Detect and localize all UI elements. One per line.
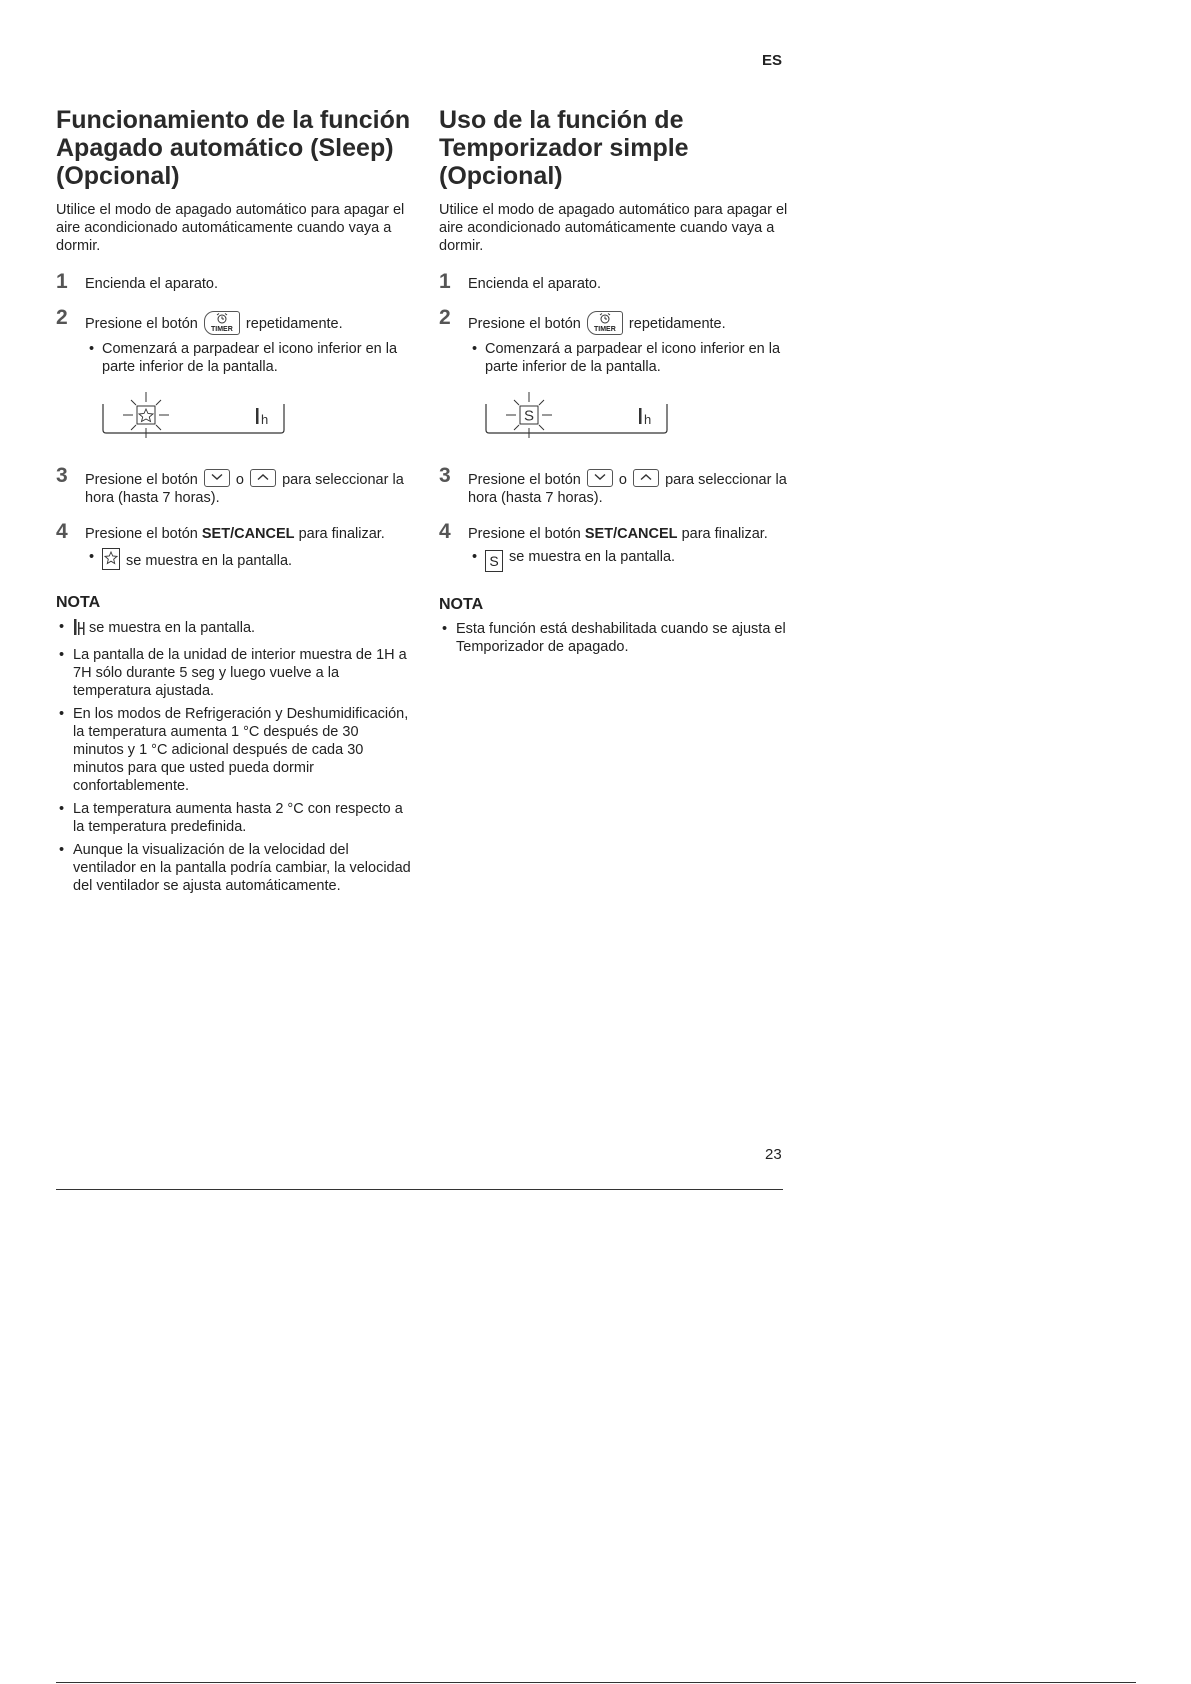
note-item: • se muestra en la pantalla. xyxy=(56,618,411,641)
page-divider xyxy=(56,1189,783,1190)
step-text-bold: SET/CANCEL xyxy=(584,526,678,542)
step-bullet: • Comenzará a parpadear el icono inferior en la parte inferior de la pantalla. xyxy=(85,340,411,376)
nota-title: NOTA xyxy=(56,594,101,611)
sleep-section xyxy=(56,106,411,900)
svg-text:S: S xyxy=(523,407,535,425)
step-text-pre: Presione el botón xyxy=(85,472,198,488)
svg-text:h: h xyxy=(261,412,269,427)
step-text-bold: SET/CANCEL xyxy=(201,526,295,542)
step-number: 1 xyxy=(439,270,451,293)
bottom-divider xyxy=(56,1682,1136,1683)
lcd-display-figure xyxy=(85,390,295,442)
nota-title: NOTA xyxy=(439,596,484,613)
step-4 xyxy=(439,520,794,572)
page-number: 23 xyxy=(765,1146,782,1163)
step-text: Encienda el aparato. xyxy=(468,276,602,292)
step-bullet: • se muestra en la pantalla. xyxy=(85,548,411,570)
note-item: • Esta función está deshabilitada cuando se ajusta el Temporizador de apagado. xyxy=(439,620,794,656)
note-item: • En los modos de Refrigeración y Deshumidificación, la temperatura aumenta 1 °C después de 30 minutos y 1 °C adicional después de cada 30 minutos para que usted pueda dormir confortablemente. xyxy=(56,705,411,795)
step-text-pre: Presione el botón xyxy=(468,472,581,488)
section-title: Uso de la función de Temporizador simple (Opcional) xyxy=(439,106,689,190)
lcd-display-figure xyxy=(468,390,678,442)
section-title: Funcionamiento de la función Apagado automático (Sleep) (Opcional) xyxy=(56,106,411,190)
section-intro: Utilice el modo de apagado automático para apagar el aire acondicionado automáticamente cuando vaya a dormir. xyxy=(56,202,405,254)
timer-button-icon xyxy=(204,311,240,335)
svg-text:h: h xyxy=(644,412,652,427)
step-text-pre: Presione el botón xyxy=(468,316,581,332)
step-3 xyxy=(439,464,794,507)
section-intro: Utilice el modo de apagado automático para apagar el aire acondicionado automáticamente cuando vaya a dormir. xyxy=(439,202,788,254)
step-text-mid: o xyxy=(235,472,244,488)
note-item: • Aunque la visualización de la velocidad del ventilador en la pantalla podría cambiar, la velocidad del ventilador se ajusta automáticamente. xyxy=(56,841,411,895)
timer-label: TIMER xyxy=(594,326,616,333)
step-text-post: para finalizar. xyxy=(298,526,385,542)
simple-timer-icon: S xyxy=(485,550,503,572)
down-button-icon xyxy=(587,469,613,487)
step-4 xyxy=(56,520,411,570)
step-2 xyxy=(56,306,411,447)
step-1 xyxy=(439,270,794,293)
simple-timer-section xyxy=(439,106,794,661)
up-button-icon xyxy=(633,469,659,487)
step-number: 4 xyxy=(439,520,451,543)
step-number: 1 xyxy=(56,270,68,293)
step-text-post: para seleccionar la hora (hasta 7 horas). xyxy=(85,472,404,506)
language-code: ES xyxy=(762,52,783,69)
step-number: 4 xyxy=(56,520,68,543)
step-text: Encienda el aparato. xyxy=(85,276,219,292)
step-number: 3 xyxy=(439,464,451,487)
step-text-pre: Presione el botón xyxy=(468,526,581,542)
timer-button-icon xyxy=(587,311,623,335)
note-item: • La temperatura aumenta hasta 2 °C con respecto a la temperatura predefinida. xyxy=(56,800,411,836)
step-text-post: para seleccionar la hora (hasta 7 horas). xyxy=(468,472,787,506)
down-button-icon xyxy=(204,469,230,487)
timer-label: TIMER xyxy=(211,326,233,333)
step-number: 2 xyxy=(439,306,451,329)
step-text-pre: Presione el botón xyxy=(85,316,198,332)
step-text-post: repetidamente. xyxy=(628,316,726,332)
step-bullet: • S se muestra en la pantalla. xyxy=(468,548,794,572)
display-illustration xyxy=(468,390,794,447)
up-button-icon xyxy=(250,469,276,487)
note-item: • La pantalla de la unidad de interior muestra de 1H a 7H sólo durante 5 seg y luego vuelve a la temperatura ajustada. xyxy=(56,646,411,700)
step-bullet: • Comenzará a parpadear el icono inferior en la parte inferior de la pantalla. xyxy=(468,340,794,376)
step-text-pre: Presione el botón xyxy=(85,526,198,542)
sleep-star-icon xyxy=(102,548,120,570)
step-number: 3 xyxy=(56,464,68,487)
hour-bars-icon xyxy=(73,618,87,641)
step-text-post: para finalizar. xyxy=(681,526,768,542)
step-2 xyxy=(439,306,794,447)
step-number: 2 xyxy=(56,306,68,329)
step-text-post: repetidamente. xyxy=(245,316,343,332)
step-text-mid: o xyxy=(618,472,627,488)
step-1 xyxy=(56,270,411,293)
display-illustration xyxy=(85,390,411,447)
step-3 xyxy=(56,464,411,507)
